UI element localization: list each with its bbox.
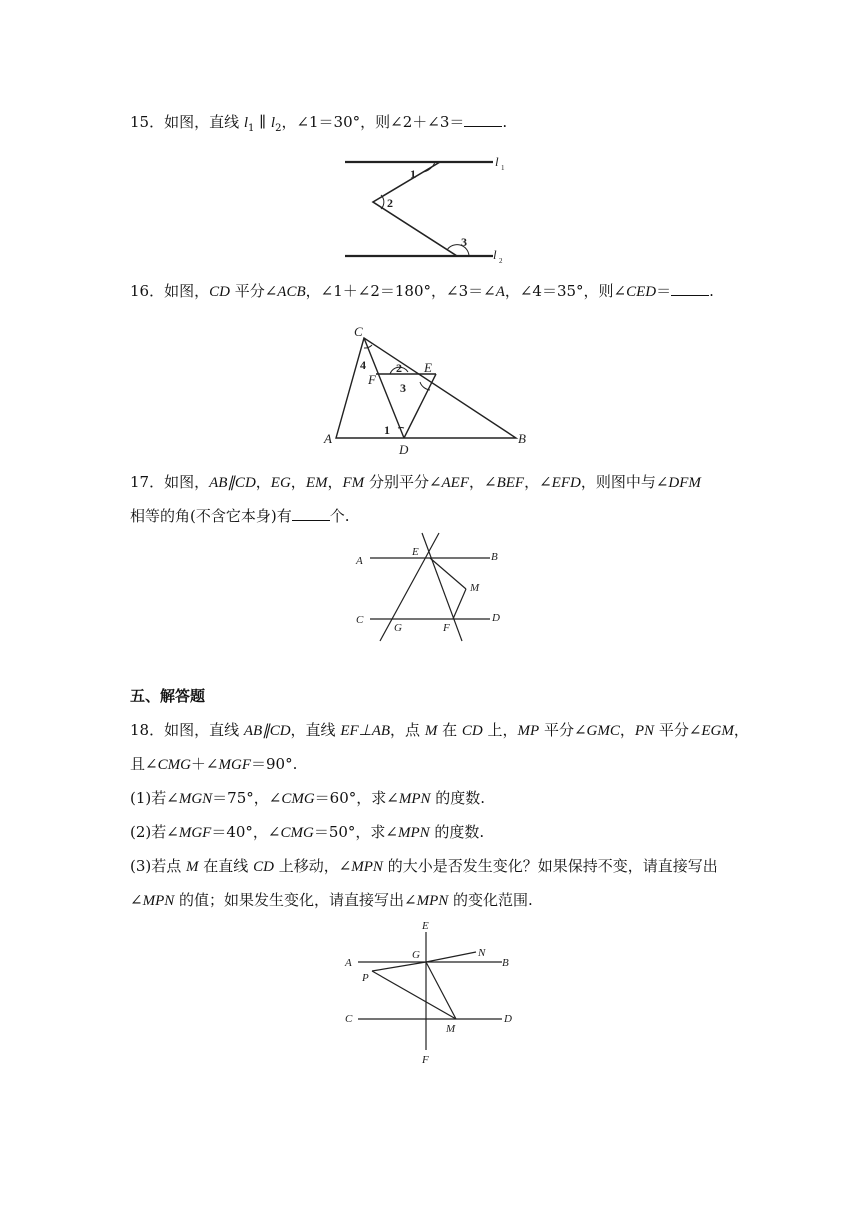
angle-2-label: 2 xyxy=(396,361,402,375)
q18-text: ， xyxy=(733,721,749,739)
q18-m: M xyxy=(424,723,438,739)
question-18-part-3-line-2 xyxy=(130,890,533,911)
angle-1-label: 1 xyxy=(384,423,390,437)
q15-l2-sub: 2 xyxy=(275,123,282,134)
q18-text: 上， xyxy=(482,721,518,739)
point-c: C xyxy=(356,614,364,626)
l1-sub: 1 xyxy=(501,164,505,172)
point-c: C xyxy=(354,324,363,339)
q18-ab-cd: AB∥CD xyxy=(243,723,291,739)
q18-cd: CD xyxy=(461,723,483,739)
question-16 xyxy=(130,281,714,302)
question-18-part-1 xyxy=(130,788,485,809)
q16-end: . xyxy=(709,282,714,300)
q15-l1: l xyxy=(243,115,249,131)
line-gn xyxy=(426,952,476,962)
q18-text: ∠ xyxy=(130,891,143,909)
q17-text: ， xyxy=(327,473,343,491)
q18-text: 的度数. xyxy=(429,823,485,841)
q18-cmg: CMG xyxy=(280,825,314,841)
q18-text: 平分∠ xyxy=(539,721,587,739)
point-a: A xyxy=(345,957,352,969)
line-ef xyxy=(422,533,462,641)
q18-text: ＝50°，求∠ xyxy=(313,823,398,841)
q18-text: 在 xyxy=(437,721,462,739)
question-number: 18． xyxy=(130,721,165,739)
angle-3-label: 3 xyxy=(461,235,467,249)
q17-em: EM xyxy=(305,475,328,491)
figure-q15 xyxy=(335,150,515,265)
q15-rest: ，∠1＝30°，则∠2＋∠3＝ xyxy=(281,113,465,131)
q18-text: ， xyxy=(619,721,635,739)
figure-q16 xyxy=(320,320,535,458)
q17-text: 个. xyxy=(329,507,350,525)
answer-blank[interactable] xyxy=(292,506,330,521)
q18-text: ＋∠ xyxy=(190,755,219,773)
q18-text: 如图，直线 xyxy=(164,721,244,739)
q16-acb: ACB xyxy=(277,284,306,300)
q17-eg: EG xyxy=(270,475,291,491)
q17-text: ，∠ xyxy=(524,473,552,491)
q15-l2: l xyxy=(270,115,276,131)
q18-mp: MP xyxy=(517,723,540,739)
q16-a: A xyxy=(495,284,505,300)
point-c: C xyxy=(345,1013,353,1025)
point-m: M xyxy=(470,582,480,594)
q16-text: 如图， xyxy=(164,282,210,300)
point-f: F xyxy=(368,372,376,387)
q18-text: ＝60°，求∠ xyxy=(314,789,399,807)
q18-text: ，直线 xyxy=(290,721,341,739)
q17-text: ，则图中与∠ xyxy=(580,473,669,491)
q18-mgf: MGF xyxy=(218,757,251,773)
line-fm xyxy=(453,589,466,619)
q18-text: ，点 xyxy=(390,721,425,739)
section-heading: 五、解答题 xyxy=(130,687,206,705)
q15-text: 如图，直线 xyxy=(164,113,244,131)
point-d: D xyxy=(504,1013,512,1025)
question-18-line-1 xyxy=(130,720,749,741)
answer-blank[interactable] xyxy=(671,281,709,296)
q16-ced: CED xyxy=(626,284,657,300)
point-n: N xyxy=(478,947,486,959)
q18-text: 平分∠ xyxy=(654,721,702,739)
q17-dfm: DFM xyxy=(668,475,701,491)
q18-mpn: MPN xyxy=(398,791,431,807)
point-a: A xyxy=(324,431,332,446)
q18-mpn: MPN xyxy=(397,825,430,841)
question-17-line-2 xyxy=(130,506,350,526)
q17-text: 分别平分∠ xyxy=(364,473,442,491)
q18-text: 的变化范围. xyxy=(448,891,533,909)
q18-egm: EGM xyxy=(701,723,734,739)
question-number: 16． xyxy=(130,282,165,300)
point-e: E xyxy=(412,546,419,558)
line-gp xyxy=(372,962,426,971)
angle-1-label: 1 xyxy=(410,167,416,181)
q18-text: (1)若∠ xyxy=(130,789,179,807)
q17-efd: EFD xyxy=(551,475,581,491)
point-d: D xyxy=(492,612,500,624)
q17-fm: FM xyxy=(342,475,365,491)
triangle-acb xyxy=(336,338,516,438)
q18-cmg: CMG xyxy=(157,757,191,773)
answer-blank[interactable] xyxy=(464,112,502,127)
q18-cmg: CMG xyxy=(281,791,315,807)
q18-cd: CD xyxy=(253,859,274,875)
q18-mgn: MGN xyxy=(178,791,213,807)
q17-text: 如图， xyxy=(164,473,210,491)
q17-bef: BEF xyxy=(496,475,525,491)
q17-ab-cd: AB∥CD xyxy=(209,475,256,491)
q18-text: 且∠ xyxy=(130,755,158,773)
figure-q18 xyxy=(340,918,530,1068)
point-m: M xyxy=(446,1023,456,1035)
question-number: 15． xyxy=(130,113,165,131)
q18-m: M xyxy=(186,859,199,875)
q17-text: ， xyxy=(255,473,271,491)
point-b: B xyxy=(502,957,509,969)
q15-l1-sub: 1 xyxy=(248,123,255,134)
question-18-part-3-line-1 xyxy=(130,856,718,877)
q16-text: ，∠4＝35°，则∠ xyxy=(504,282,627,300)
line-em xyxy=(430,558,466,589)
l1-label: l xyxy=(495,154,499,169)
q18-text: (2)若∠ xyxy=(130,823,179,841)
question-15 xyxy=(130,112,507,139)
point-b: B xyxy=(491,551,498,563)
q18-text: 的值；如果发生变化，请直接写出∠ xyxy=(174,891,417,909)
q17-text: 相等的角(不含它本身)有 xyxy=(130,507,292,525)
q15-end: . xyxy=(502,113,508,131)
point-f: F xyxy=(443,622,450,634)
q18-text: ＝90°. xyxy=(251,755,298,773)
point-p: P xyxy=(362,972,369,984)
q16-cd: CD xyxy=(209,284,230,300)
q17-aef: AEF xyxy=(441,475,470,491)
question-18-line-2 xyxy=(130,754,297,775)
q16-text: 平分∠ xyxy=(229,282,278,300)
q18-gmc: GMC xyxy=(586,723,620,739)
question-17-line-1 xyxy=(130,472,701,493)
point-g: G xyxy=(412,949,420,961)
q18-text: 的度数. xyxy=(430,789,486,807)
q17-text: ， xyxy=(290,473,306,491)
point-e: E xyxy=(424,360,432,375)
point-a: A xyxy=(356,555,363,567)
l2-sub: 2 xyxy=(499,257,503,265)
angle-3-label: 3 xyxy=(400,381,406,395)
point-f: F xyxy=(422,1054,429,1066)
point-d: D xyxy=(399,442,409,457)
q18-text: 的大小是否发生变化？如果保持不变，请直接写出 xyxy=(382,857,718,875)
angle-2-label: 2 xyxy=(387,196,393,210)
question-number: 17． xyxy=(130,473,165,491)
q15-parallel: ∥ xyxy=(254,113,271,131)
q16-text: ，∠1＋∠2＝180°，∠3＝∠ xyxy=(305,282,496,300)
line-de xyxy=(404,374,436,438)
q18-text: (3)若点 xyxy=(130,857,187,875)
q18-text: ＝40°，∠ xyxy=(211,823,281,841)
q18-mpn: MPN xyxy=(351,859,383,875)
q18-ef-ab: EF⊥AB xyxy=(340,723,391,739)
point-g: G xyxy=(394,622,402,634)
point-e: E xyxy=(422,920,429,932)
q18-text: 在直线 xyxy=(198,857,254,875)
line-eg xyxy=(380,533,439,641)
q18-mgf: MGF xyxy=(178,825,212,841)
angle-4-label: 4 xyxy=(360,358,366,372)
q16-text: ＝ xyxy=(656,282,672,300)
q18-pn: PN xyxy=(634,723,655,739)
q18-mpn: MPN xyxy=(142,893,175,909)
l2-label: l xyxy=(493,247,497,262)
q18-text: 上移动，∠ xyxy=(273,857,352,875)
point-b: B xyxy=(518,431,526,446)
q18-text: ＝75°，∠ xyxy=(212,789,282,807)
question-18-part-2 xyxy=(130,822,484,843)
figure-q17 xyxy=(350,533,510,645)
q18-mpn: MPN xyxy=(416,893,449,909)
q17-text: ，∠ xyxy=(469,473,497,491)
